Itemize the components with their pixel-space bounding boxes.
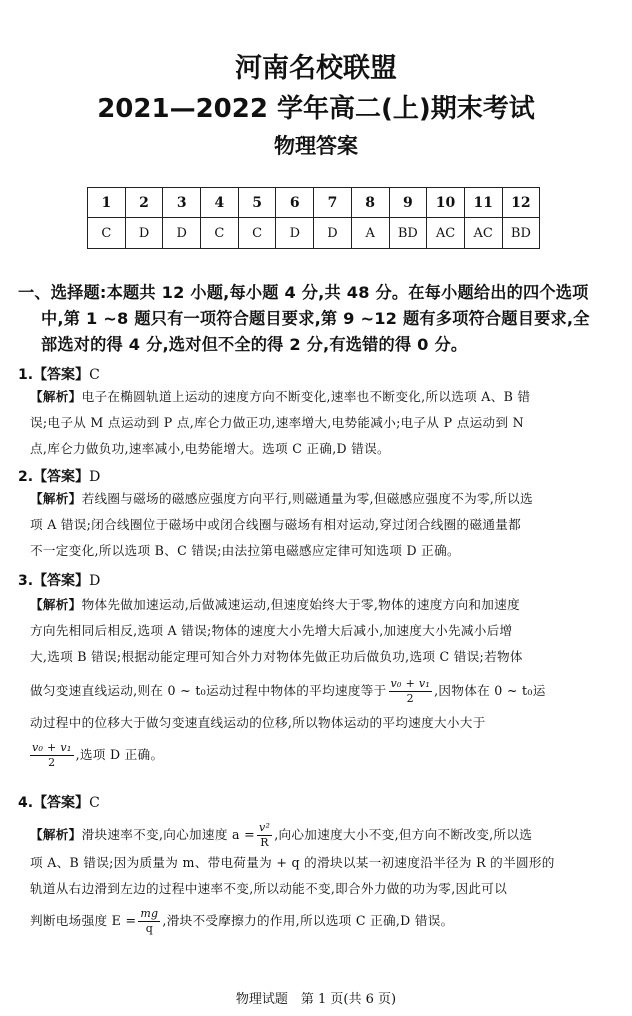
analysis-line: 轨道从右边滑到左边的过程中速率不变,所以动能不变,即合外力做的功为零,因此可以 — [30, 881, 508, 896]
average-velocity-fraction — [30, 741, 74, 770]
question-number-cell: 4 — [201, 188, 239, 218]
analysis-line: 物体先做加速运动,后做减速运动,但速度始终大于零,物体的速度方向和加速度 — [81, 597, 520, 612]
analysis-line: 方向先相同后相反,选项 A 错误;物体的速度大小先增大后减小,加速度大小先减小后增 — [30, 623, 513, 638]
fraction-denominator: R — [260, 836, 269, 849]
question-number: 3. — [18, 573, 34, 589]
exam-title: 2021—2022 学年高二(上)期末考试 — [97, 94, 535, 124]
analysis-tag: 【解析】 — [30, 389, 82, 404]
fraction-numerator: v₀ + v₁ — [32, 741, 72, 754]
answer-cell: BD — [502, 218, 540, 249]
question-number-cell: 2 — [125, 188, 163, 218]
question-number-cell: 11 — [464, 188, 502, 218]
answer-tag: 【答案】 — [33, 469, 90, 485]
question-number-cell: 6 — [276, 188, 314, 218]
answer-cell: D — [125, 218, 163, 249]
question-number-cell: 9 — [389, 188, 427, 218]
answer-tag: 【答案】 — [33, 795, 90, 811]
question-number-cell: 7 — [314, 188, 352, 218]
analysis-tag: 【解析】 — [30, 827, 82, 842]
analysis-line: ,向心加速度大小不变,但方向不断改变,所以选 — [274, 827, 533, 842]
analysis-line: 大,选项 B 错误;根据动能定理可知合外力对物体先做正功后做负功,选项 C 错误;若物体 — [30, 649, 523, 664]
question-2-analysis — [30, 486, 618, 564]
analysis-line: ,滑块不受摩擦力的作用,所以选项 C 正确,D 错误。 — [162, 913, 454, 928]
question-number-row — [88, 188, 540, 218]
answer-cell: AC — [464, 218, 502, 249]
answer-cell: D — [163, 218, 201, 249]
analysis-line: 判断电场强度 E = — [30, 913, 137, 928]
section-line-2: 中,第 1 ~8 题只有一项符合题目要求,第 9 ~12 题有多项符合题目要求,全 — [41, 309, 590, 328]
question-3-analysis — [30, 592, 618, 770]
analysis-line: 做匀变速直线运动,则在 0 ~ t₀运动过程中物体的平均速度等于 — [30, 683, 387, 698]
analysis-line: 项 A、B 错误;因为质量为 m、带电荷量为 + q 的滑块以某一初速度沿半径为 R 的半圆形的 — [30, 855, 555, 870]
question-number-cell: 8 — [351, 188, 389, 218]
answer-tag: 【答案】 — [33, 367, 90, 383]
page-footer: 物理试题 第 1 页(共 6 页) — [235, 992, 397, 1007]
question-3-answer — [18, 570, 618, 590]
answer-cell: C — [88, 218, 126, 249]
analysis-line: 滑块速率不变,向心加速度 a = — [81, 827, 255, 842]
question-number-cell: 3 — [163, 188, 201, 218]
answer-value: C — [89, 367, 100, 383]
centripetal-acceleration-fraction — [257, 821, 272, 850]
analysis-line: 误;电子从 M 点运动到 P 点,库仑力做正功,速率增大,电势能减小;电子从 P 点运动到 N — [30, 415, 524, 430]
answer-cell: AC — [427, 218, 465, 249]
answer-cell: C — [238, 218, 276, 249]
average-velocity-fraction — [389, 677, 433, 706]
question-1-answer — [18, 364, 618, 384]
electric-field-fraction — [138, 907, 160, 936]
answer-value: D — [89, 573, 101, 589]
question-number-cell: 12 — [502, 188, 540, 218]
fraction-numerator: v² — [258, 821, 271, 834]
answer-value: C — [89, 795, 100, 811]
answer-cell: D — [314, 218, 352, 249]
analysis-line: 项 A 错误;闭合线圈位于磁场中或闭合线圈与磁场有相对运动,穿过闭合线圈的磁通量都 — [30, 517, 522, 532]
section-instructions — [18, 280, 624, 358]
analysis-line: 若线圈与磁场的磁感应强度方向平行,则磁通量为零,但磁感应强度不为零,所以选 — [81, 491, 533, 506]
question-1-analysis — [30, 384, 618, 462]
subject-answer-title: 物理答案 — [274, 134, 358, 158]
analysis-tag: 【解析】 — [30, 491, 82, 506]
answer-cell: D — [276, 218, 314, 249]
analysis-tag: 【解析】 — [30, 597, 82, 612]
analysis-line: ,选项 D 正确。 — [75, 747, 164, 762]
answer-cell: A — [351, 218, 389, 249]
section-line-1: 一、选择题:本题共 12 小题,每小题 4 分,共 48 分。在每小题给出的四个选项 — [18, 283, 589, 302]
question-number-cell: 1 — [88, 188, 126, 218]
analysis-line: 电子在椭圆轨道上运动的速度方向不断变化,速率也不断变化,所以选项 A、B 错 — [81, 389, 531, 404]
analysis-line: ,因物体在 0 ~ t₀运 — [434, 683, 546, 698]
section-line-3: 部选对的得 4 分,选对但不全的得 2 分,有选错的得 0 分。 — [41, 335, 468, 354]
answer-cell: C — [201, 218, 239, 249]
fraction-numerator: v₀ + v₁ — [390, 677, 431, 690]
answer-key-table — [87, 187, 540, 249]
fraction-denominator: q — [145, 922, 154, 935]
question-4-analysis — [30, 820, 618, 936]
question-number: 1. — [18, 367, 34, 383]
analysis-line: 不一定变化,所以选项 B、C 错误;由法拉第电磁感应定律可知选项 D 正确。 — [30, 543, 460, 558]
question-number-cell: 10 — [427, 188, 465, 218]
analysis-line: 动过程中的位移大于做匀变速直线运动的位移,所以物体运动的平均速度大小大于 — [30, 715, 486, 730]
fraction-numerator: mg — [140, 907, 159, 920]
question-number: 2. — [18, 469, 34, 485]
analysis-line: 点,库仑力做负功,速率减小,电势能增大。选项 C 正确,D 错误。 — [30, 441, 390, 456]
answer-tag: 【答案】 — [33, 573, 90, 589]
answer-cell: BD — [389, 218, 427, 249]
question-2-answer — [18, 466, 618, 486]
question-4-answer — [18, 792, 618, 812]
question-number-cell: 5 — [238, 188, 276, 218]
answer-row — [88, 218, 540, 249]
fraction-denominator: 2 — [48, 756, 56, 769]
answer-value: D — [89, 469, 101, 485]
question-number: 4. — [18, 795, 34, 811]
fraction-denominator: 2 — [406, 692, 414, 705]
school-alliance-title: 河南名校联盟 — [235, 53, 397, 84]
